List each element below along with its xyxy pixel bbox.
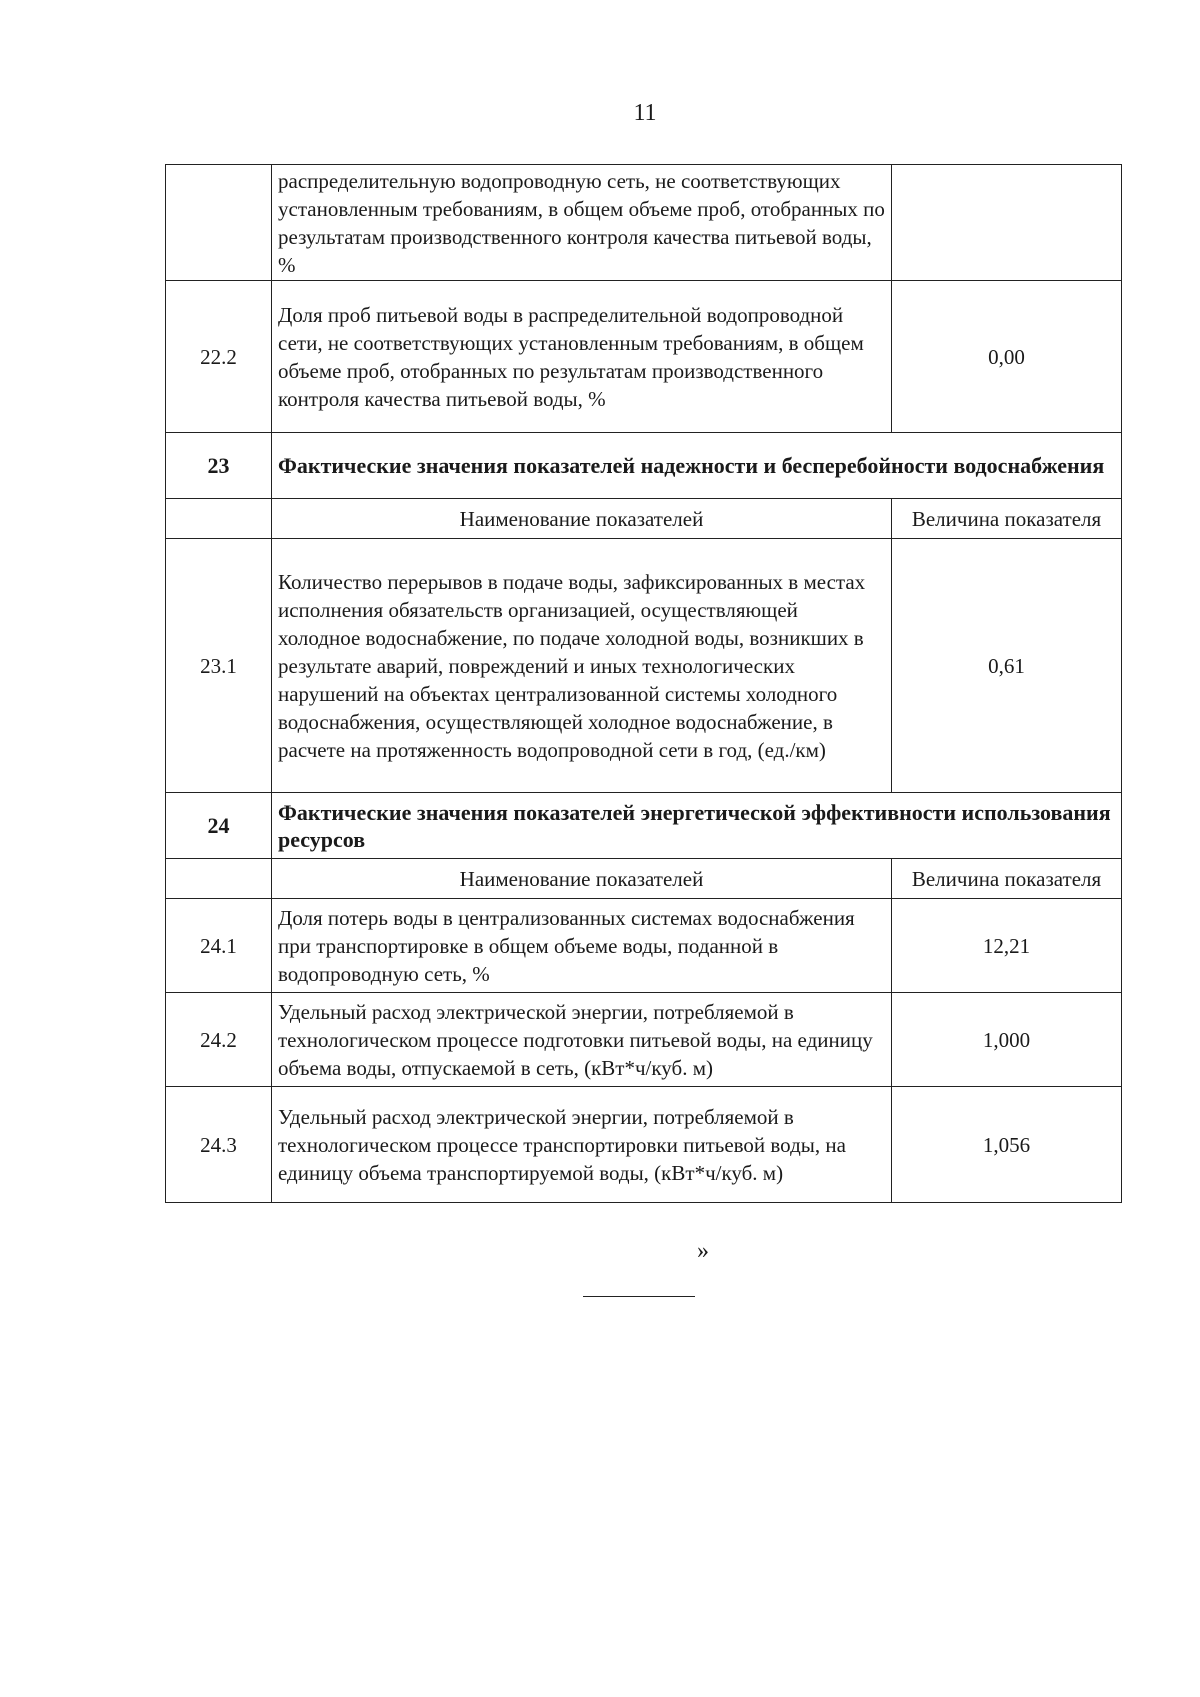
indicator-name: Доля потерь воды в централизованных системах водоснабжения при транспортировке в общем объеме воды, поданной в водопроводную сеть, % (272, 899, 892, 993)
empty-header-cell (166, 499, 272, 539)
indicator-value: 0,61 (892, 539, 1122, 793)
indicator-name: распределительную водопроводную сеть, не соответствующих установленным требованиям, в общем объеме проб, отобранных по результатам производственного контроля качества питьевой воды, % (272, 165, 892, 281)
indicator-value: 12,21 (892, 899, 1122, 993)
section-row (166, 793, 1122, 859)
indicator-value: 1,000 (892, 993, 1122, 1087)
name-column-header: Наименование показателей (272, 499, 892, 539)
row-number: 22.2 (166, 281, 272, 433)
page-number: 11 (633, 100, 657, 126)
section-title: Фактические значения показателей надежности и бесперебойности водоснабжения (272, 433, 1122, 499)
row-number: 23.1 (166, 539, 272, 793)
row-number: 24.1 (166, 899, 272, 993)
indicator-value: 1,056 (892, 1087, 1122, 1203)
indicator-name: Удельный расход электрической энергии, потребляемой в технологическом процессе подготовки питьевой воды, на единицу объема воды, отпускаемой в сеть, (кВт*ч/куб. м) (272, 993, 892, 1087)
indicator-value (892, 165, 1122, 281)
row-number: 24.3 (166, 1087, 272, 1203)
name-column-header: Наименование показателей (272, 859, 892, 899)
indicator-name: Удельный расход электрической энергии, потребляемой в технологическом процессе транспортировки питьевой воды, на единицу объема транспортируемой воды, (кВт*ч/куб. м) (272, 1087, 892, 1203)
table-row (166, 539, 1122, 793)
section-number: 23 (166, 433, 272, 499)
table-row (166, 165, 1122, 281)
indicator-name: Доля проб питьевой воды в распределительной водопроводной сети, не соответствующих установленным требованиям, в общем объеме проб, отобранных по результатам производственного контроля качества питьевой воды, % (272, 281, 892, 433)
section-row (166, 433, 1122, 499)
table-row (166, 1087, 1122, 1203)
indicator-value: 0,00 (892, 281, 1122, 433)
table-row (166, 993, 1122, 1087)
empty-header-cell (166, 859, 272, 899)
closing-quote: » (697, 1238, 709, 1264)
column-header-row (166, 859, 1122, 899)
row-number: 24.2 (166, 993, 272, 1087)
section-number: 24 (166, 793, 272, 859)
value-column-header: Величина показателя (892, 499, 1122, 539)
indicators-table (165, 164, 1122, 1203)
table-row (166, 899, 1122, 993)
indicator-name: Количество перерывов в подаче воды, зафиксированных в местах исполнения обязательств организацией, осуществляющей холодное водоснабжение, по подаче холодной воды, возникших в результате аварий, повреждений и иных технологических нарушений на объектах централизованной системы холодного водоснабжения, осуществляющей холодное водоснабжение, в расчете на протяженность водопроводной сети в год, (ед./км) (272, 539, 892, 793)
value-column-header: Величина показателя (892, 859, 1122, 899)
footer-rule (583, 1296, 695, 1297)
section-title: Фактические значения показателей энергетической эффективности использования ресурсов (272, 793, 1122, 859)
column-header-row (166, 499, 1122, 539)
table-row (166, 281, 1122, 433)
row-number (166, 165, 272, 281)
